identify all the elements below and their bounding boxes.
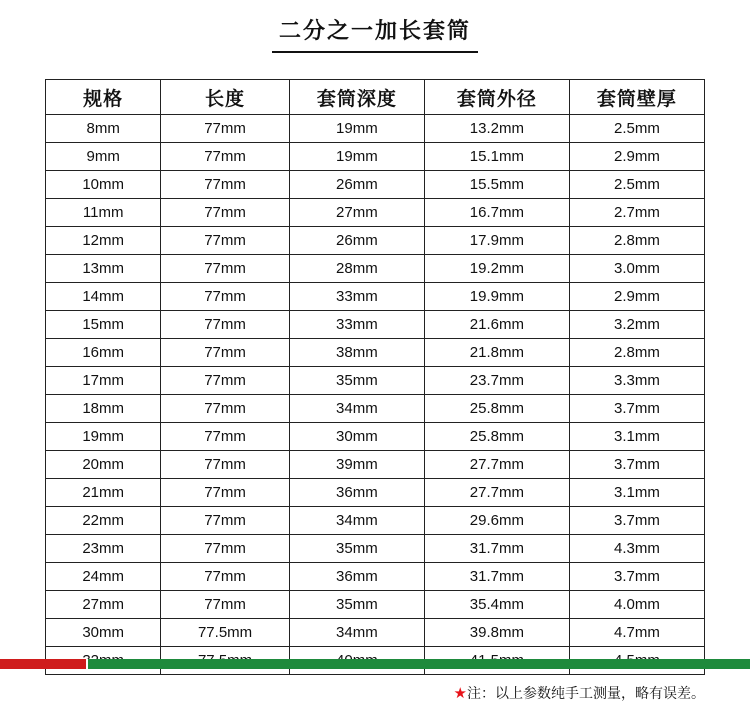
- cell-size: 23mm: [46, 535, 161, 563]
- cell-wall-thickness: 3.7mm: [569, 451, 704, 479]
- page-title: 二分之一加长套筒: [278, 18, 471, 43]
- table-row: [46, 227, 705, 255]
- cell-depth: 39mm: [289, 451, 424, 479]
- table-row: [46, 619, 705, 647]
- table-row: [46, 143, 705, 171]
- table-row: [46, 451, 705, 479]
- table-row: [46, 507, 705, 535]
- table-row: [46, 395, 705, 423]
- cell-depth: 35mm: [289, 535, 424, 563]
- cell-size: 15mm: [46, 311, 161, 339]
- cell-wall-thickness: 4.0mm: [569, 591, 704, 619]
- cell-wall-thickness: 3.0mm: [569, 255, 704, 283]
- cell-length: 77mm: [161, 451, 290, 479]
- cell-size: 22mm: [46, 507, 161, 535]
- cell-outer-diameter: 21.8mm: [424, 339, 569, 367]
- cell-depth: 27mm: [289, 199, 424, 227]
- cell-outer-diameter: 29.6mm: [424, 507, 569, 535]
- column-header-socket-depth: 套筒深度: [289, 80, 424, 115]
- cell-length: 77mm: [161, 395, 290, 423]
- footer-green-segment: [88, 659, 750, 669]
- cell-wall-thickness: 3.3mm: [569, 367, 704, 395]
- cell-outer-diameter: 15.1mm: [424, 143, 569, 171]
- cell-outer-diameter: 25.8mm: [424, 423, 569, 451]
- cell-wall-thickness: 2.5mm: [569, 171, 704, 199]
- cell-depth: 19mm: [289, 143, 424, 171]
- cell-length: 77.5mm: [161, 619, 290, 647]
- cell-length: 77mm: [161, 255, 290, 283]
- cell-length: 77mm: [161, 311, 290, 339]
- cell-length: 77mm: [161, 227, 290, 255]
- cell-size: 27mm: [46, 591, 161, 619]
- cell-length: 77mm: [161, 507, 290, 535]
- table-row: [46, 311, 705, 339]
- cell-outer-diameter: 35.4mm: [424, 591, 569, 619]
- cell-wall-thickness: 2.9mm: [569, 143, 704, 171]
- cell-length: 77mm: [161, 423, 290, 451]
- footer-red-segment: [0, 659, 86, 669]
- table-row: [46, 563, 705, 591]
- cell-length: 77mm: [161, 339, 290, 367]
- cell-depth: 34mm: [289, 619, 424, 647]
- cell-size: 16mm: [46, 339, 161, 367]
- cell-length: 77mm: [161, 535, 290, 563]
- cell-outer-diameter: 27.7mm: [424, 479, 569, 507]
- cell-wall-thickness: 2.7mm: [569, 199, 704, 227]
- cell-size: 24mm: [46, 563, 161, 591]
- cell-depth: 28mm: [289, 255, 424, 283]
- cell-size: 19mm: [46, 423, 161, 451]
- cell-outer-diameter: 31.7mm: [424, 563, 569, 591]
- cell-depth: 34mm: [289, 395, 424, 423]
- cell-length: 77mm: [161, 199, 290, 227]
- cell-size: 18mm: [46, 395, 161, 423]
- cell-outer-diameter: 19.2mm: [424, 255, 569, 283]
- cell-size: 20mm: [46, 451, 161, 479]
- table-row: [46, 367, 705, 395]
- cell-wall-thickness: 3.7mm: [569, 563, 704, 591]
- cell-depth: 36mm: [289, 563, 424, 591]
- cell-depth: 35mm: [289, 367, 424, 395]
- cell-size: 17mm: [46, 367, 161, 395]
- table-row: [46, 591, 705, 619]
- cell-outer-diameter: 31.7mm: [424, 535, 569, 563]
- cell-wall-thickness: 3.1mm: [569, 423, 704, 451]
- cell-depth: 30mm: [289, 423, 424, 451]
- table-row: [46, 255, 705, 283]
- cell-outer-diameter: 23.7mm: [424, 367, 569, 395]
- cell-depth: 19mm: [289, 115, 424, 143]
- cell-wall-thickness: 4.7mm: [569, 619, 704, 647]
- cell-depth: 36mm: [289, 479, 424, 507]
- table-header: [46, 80, 705, 115]
- table-row: [46, 423, 705, 451]
- table-row: [46, 479, 705, 507]
- cell-outer-diameter: 21.6mm: [424, 311, 569, 339]
- cell-outer-diameter: 13.2mm: [424, 115, 569, 143]
- cell-wall-thickness: 4.3mm: [569, 535, 704, 563]
- table-row: [46, 115, 705, 143]
- cell-wall-thickness: 2.9mm: [569, 283, 704, 311]
- cell-depth: 26mm: [289, 227, 424, 255]
- cell-outer-diameter: 17.9mm: [424, 227, 569, 255]
- cell-length: 77mm: [161, 283, 290, 311]
- star-icon: ★: [453, 685, 467, 702]
- cell-size: 21mm: [46, 479, 161, 507]
- cell-size: 10mm: [46, 171, 161, 199]
- cell-outer-diameter: 19.9mm: [424, 283, 569, 311]
- table-row: [46, 171, 705, 199]
- cell-depth: 26mm: [289, 171, 424, 199]
- cell-wall-thickness: 3.2mm: [569, 311, 704, 339]
- cell-size: 12mm: [46, 227, 161, 255]
- cell-outer-diameter: 25.8mm: [424, 395, 569, 423]
- cell-length: 77mm: [161, 591, 290, 619]
- cell-size: 13mm: [46, 255, 161, 283]
- table-row: [46, 199, 705, 227]
- spec-table: [45, 79, 705, 675]
- table-row: [46, 283, 705, 311]
- cell-wall-thickness: 3.1mm: [569, 479, 704, 507]
- cell-length: 77mm: [161, 367, 290, 395]
- table-row: [46, 339, 705, 367]
- table-row: [46, 535, 705, 563]
- note-text: 注：以上参数纯手工测量，略有误差。: [467, 685, 705, 701]
- cell-length: 77mm: [161, 115, 290, 143]
- cell-size: 14mm: [46, 283, 161, 311]
- cell-wall-thickness: 3.7mm: [569, 395, 704, 423]
- cell-depth: 34mm: [289, 507, 424, 535]
- column-header-socket-outer-diameter: 套筒外径: [424, 80, 569, 115]
- cell-size: 8mm: [46, 115, 161, 143]
- cell-outer-diameter: 15.5mm: [424, 171, 569, 199]
- table-body: [46, 115, 705, 675]
- spec-table-container: [45, 79, 705, 675]
- cell-depth: 38mm: [289, 339, 424, 367]
- cell-wall-thickness: 2.5mm: [569, 115, 704, 143]
- cell-outer-diameter: 27.7mm: [424, 451, 569, 479]
- cell-size: 9mm: [46, 143, 161, 171]
- cell-outer-diameter: 39.8mm: [424, 619, 569, 647]
- cell-size: 11mm: [46, 199, 161, 227]
- cell-depth: 33mm: [289, 283, 424, 311]
- cell-wall-thickness: 2.8mm: [569, 339, 704, 367]
- measurement-note: [45, 683, 705, 703]
- title-underline: [272, 51, 478, 53]
- cell-size: 30mm: [46, 619, 161, 647]
- cell-wall-thickness: 2.8mm: [569, 227, 704, 255]
- cell-length: 77mm: [161, 171, 290, 199]
- cell-length: 77mm: [161, 143, 290, 171]
- cell-outer-diameter: 16.7mm: [424, 199, 569, 227]
- cell-length: 77mm: [161, 563, 290, 591]
- column-header-length: 长度: [161, 80, 290, 115]
- table-header-row: [46, 80, 705, 115]
- column-header-size: 规格: [46, 80, 161, 115]
- cell-depth: 35mm: [289, 591, 424, 619]
- cell-length: 77mm: [161, 479, 290, 507]
- cell-wall-thickness: 3.7mm: [569, 507, 704, 535]
- column-header-socket-wall-thickness: 套筒壁厚: [569, 80, 704, 115]
- cell-depth: 33mm: [289, 311, 424, 339]
- footer-color-bar: [0, 659, 750, 669]
